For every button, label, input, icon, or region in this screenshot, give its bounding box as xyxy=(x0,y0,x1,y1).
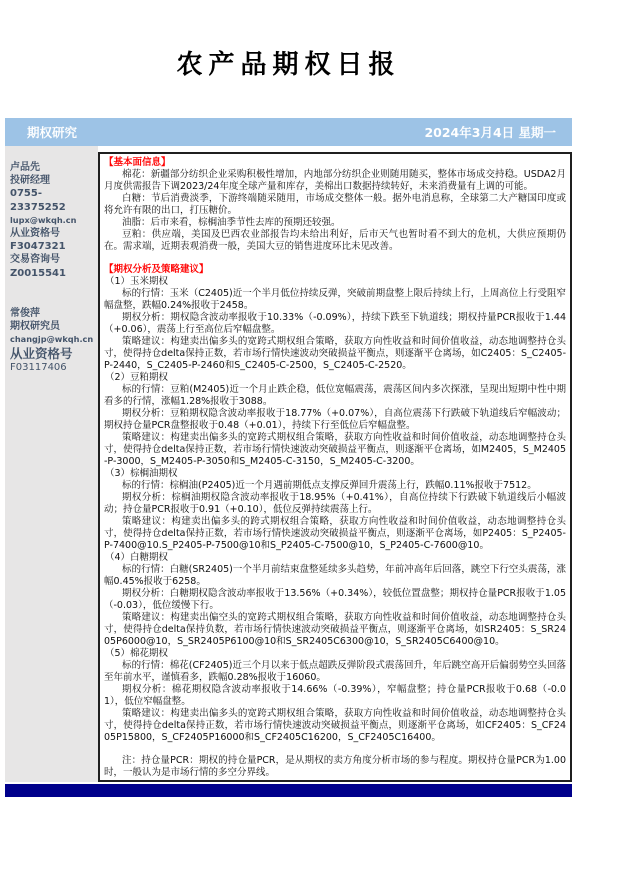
advisory-number: Z0015541 xyxy=(10,267,66,279)
section-heading-basic-info: 【基本面信息】 xyxy=(104,157,171,168)
market-review: 标的行情：棉花(CF2405)近三个月以来于低点超跌反弹阶段式震荡回升，年后跳空高开后偏弱势空头回落至年前水平，谨慎看多，跌幅0.28%报收于16060。 xyxy=(104,660,566,683)
pcr-note: 注：持仓量PCR：期权的持仓量PCR，是从期权的卖方角度分析市场的参与程度。期权持仓量PCR为1.00时，一般认为是市场行情的多空分界线。 xyxy=(104,755,566,778)
basic-info-paragraph: 豆粕：供应端，美国及巴西农业部报告均未给出利好，后市天气也暂时看不到大的危机，大供应预期仍在。需求端，近期表观消费一般，美国大豆的销售进度环比未见改善。 xyxy=(104,229,566,252)
analyst-email: changjp@wkqh.cn xyxy=(10,334,94,345)
option-analysis: 期权分析：棕榈油期权隐含波动率报收于18.95%（+0.41%），自高位持续下行跌破下轨道线后小幅波动；持仓量PCR报收于0.91（+0.10），低位反弹持续震荡上行。 xyxy=(104,492,566,515)
market-review: 标的行情：豆粕(M2405)近一个月止跌企稳，低位宽幅震荡，震荡区间内多次探涨，呈现出短期中性中期看多的行情，涨幅1.28%报收于3088。 xyxy=(104,384,566,407)
market-review: 标的行情：玉米（C2405)近一个半月低位持续反弹，突破前期盘整上限后持续上行，上周高位上行受阻窄幅盘整，跌幅0.24%报收于2458。 xyxy=(104,288,566,311)
cert-label: 从业资格号 xyxy=(10,228,60,240)
analyst-email: lupx@wkqh.cn xyxy=(10,214,77,225)
market-review: 标的行情：白糖(SR2405)一个半月前结束盘整延续多头趋势，年前冲高年后回落，跳空下行空头震荡，涨幅0.45%报收于6258。 xyxy=(104,564,566,587)
strategy-advice: 策略建议：构建卖出偏多头的宽跨式期权组合策略，获取方向性收益和时间价值收益，动态地调整持仓头寸，使得持仓delta保持正数，若市场行情快速波动突破损益平衡点，则逐渐平仓离场，如C2405：S_C2405-P-2440，S_C2405-P-2460和S_C2405-C-2500，S_C2405-C-2520。 xyxy=(104,336,566,371)
header-date: 2024年3月4日 星期一 xyxy=(424,125,556,140)
basic-info-paragraph: 油脂：后市来看，棕榈油季节性去库的预期还较强。 xyxy=(122,217,341,228)
analyst-phone: 0755-23375252 xyxy=(10,188,66,213)
cert-number: F03117406 xyxy=(10,362,67,374)
option-analysis: 期权分析：白糖期权隐含波动率报收于13.56%（+0.34%），较低位置盘整；期权持仓量PCR报收于1.05（-0.03），低位缓慢下行。 xyxy=(104,588,566,611)
cert-number: F3047321 xyxy=(10,241,66,253)
analyst-role: 投研经理 xyxy=(10,175,50,187)
subsection-title: （2）豆粕期权 xyxy=(104,372,168,383)
main-content-box xyxy=(98,152,572,782)
footer-band xyxy=(5,784,572,797)
analyst-name: 常俊萍 xyxy=(10,307,40,319)
analyst-name: 卢品先 xyxy=(10,162,40,173)
strategy-advice: 策略建议：构建卖出偏多头的宽跨式期权组合策略，获取方向性收益和时间价值收益，动态地调整持仓头寸，使得持仓delta保持正数，若市场行情快速波动突破损益平衡点，则逐渐平仓离场，如M2405，S_M2405-P-3000，S_M2405-P-3050和S_M2405-C-3150，S_M2405-C-3200。 xyxy=(104,432,566,467)
subsection-corn xyxy=(104,276,566,372)
market-review: 标的行情：棕榈油(P2405)近一个月遇前期低点支撑反弹回升震荡上行，跌幅0.11%报收于7512。 xyxy=(122,480,537,491)
subsection-title: （4）白糖期权 xyxy=(104,552,168,563)
option-analysis: 期权分析：棉花期权隐含波动率报收于14.66%（-0.39%），窄幅盘整；持仓量PCR报收于0.68（-0.01），低位窄幅盘整。 xyxy=(104,684,566,707)
subsection-title: （3）棕榈油期权 xyxy=(104,468,178,479)
analyst-role: 期权研究员 xyxy=(10,321,60,333)
strategy-advice: 策略建议：构建卖出偏空头的宽跨式期权组合策略，获取方向性收益和时间价值收益，动态地调整持仓头寸，使得持仓delta保持负数，若市场行情快速波动突破损益平衡点，则逐渐平仓离场，如SR2405：S_SR2405P6000@10，S_SR2405P6100@10和S_SR2405C6300@10，S_SR2405C6400@10。 xyxy=(104,612,566,647)
analyst-card-2 xyxy=(10,307,96,375)
subsection-cotton xyxy=(104,648,566,744)
sidebar xyxy=(5,146,98,782)
section-heading-analysis: 【期权分析及策略建议】 xyxy=(104,264,209,275)
basic-info-paragraph: 白糖：节后消费淡季，下游终端随采随用，市场成交整体一般。据外电消息称，全球第二大产糖国印度或将允许有限的出口，打压糖价。 xyxy=(104,193,566,216)
analyst-card-1 xyxy=(10,161,96,280)
cert-label: 从业资格号 xyxy=(10,346,73,362)
subsection-title: （5）棉花期权 xyxy=(104,648,168,659)
advisory-label: 交易咨询号 xyxy=(10,254,60,266)
subsection-sugar xyxy=(104,552,566,648)
header-section-label: 期权研究 xyxy=(27,125,78,140)
basic-info-paragraph: 棉花：新疆部分纺织企业采购积极性增加，内地部分纺织企业则随用随买，整体市场成交持稳。USDA2月月度供需报告下调2023/24年度全球产量和库存，美棉出口数据持续转好，未来消费量有上调的可能。 xyxy=(104,169,566,192)
report-title: 农产品期权日报 xyxy=(176,50,401,80)
subsection-soymeal xyxy=(104,372,566,468)
subsection-title: （1）玉米期权 xyxy=(104,276,168,287)
strategy-advice: 策略建议：构建卖出偏多头的宽跨式期权组合策略，获取方向性收益和时间价值收益，动态地调整持仓头寸，使得持仓delta保持正数，若市场行情快速波动突破损益平衡点，则逐渐平仓离场，如CF2405：S_CF2405P15800，S_CF2405P16000和S_CF2405C16200，S_CF2405C16400。 xyxy=(104,708,566,743)
option-analysis: 期权分析：期权隐含波动率报收于10.33%（-0.09%），持续下跌至下轨道线；期权持量PCR报收于1.44（+0.06），震荡上行至高位后窄幅盘整。 xyxy=(104,312,566,335)
subsection-palm-oil xyxy=(104,468,566,552)
option-analysis: 期权分析：豆粕期权隐含波动率报收于18.77%（+0.07%），自高位震荡下行跌破下轨道线后窄幅波动；期权持仓量PCR盘整报收于0.48（+0.01），持续下行至低位后窄幅盘整。 xyxy=(104,408,566,431)
header-bar xyxy=(5,118,572,146)
strategy-advice: 策略建议：构建卖出偏多头的跨式期权组合策略，获取方向性收益和时间价值收益，动态地调整持仓头寸，使得持仓delta保持正数，若市场行情快速波动突破损益平衡点，则逐渐平仓离场，如P2405：S_P2405-P-7400@10.S_P2405-P-7500@10和S_P2405-C-7500@10，S_P2405-C-7600@10。 xyxy=(104,516,566,551)
